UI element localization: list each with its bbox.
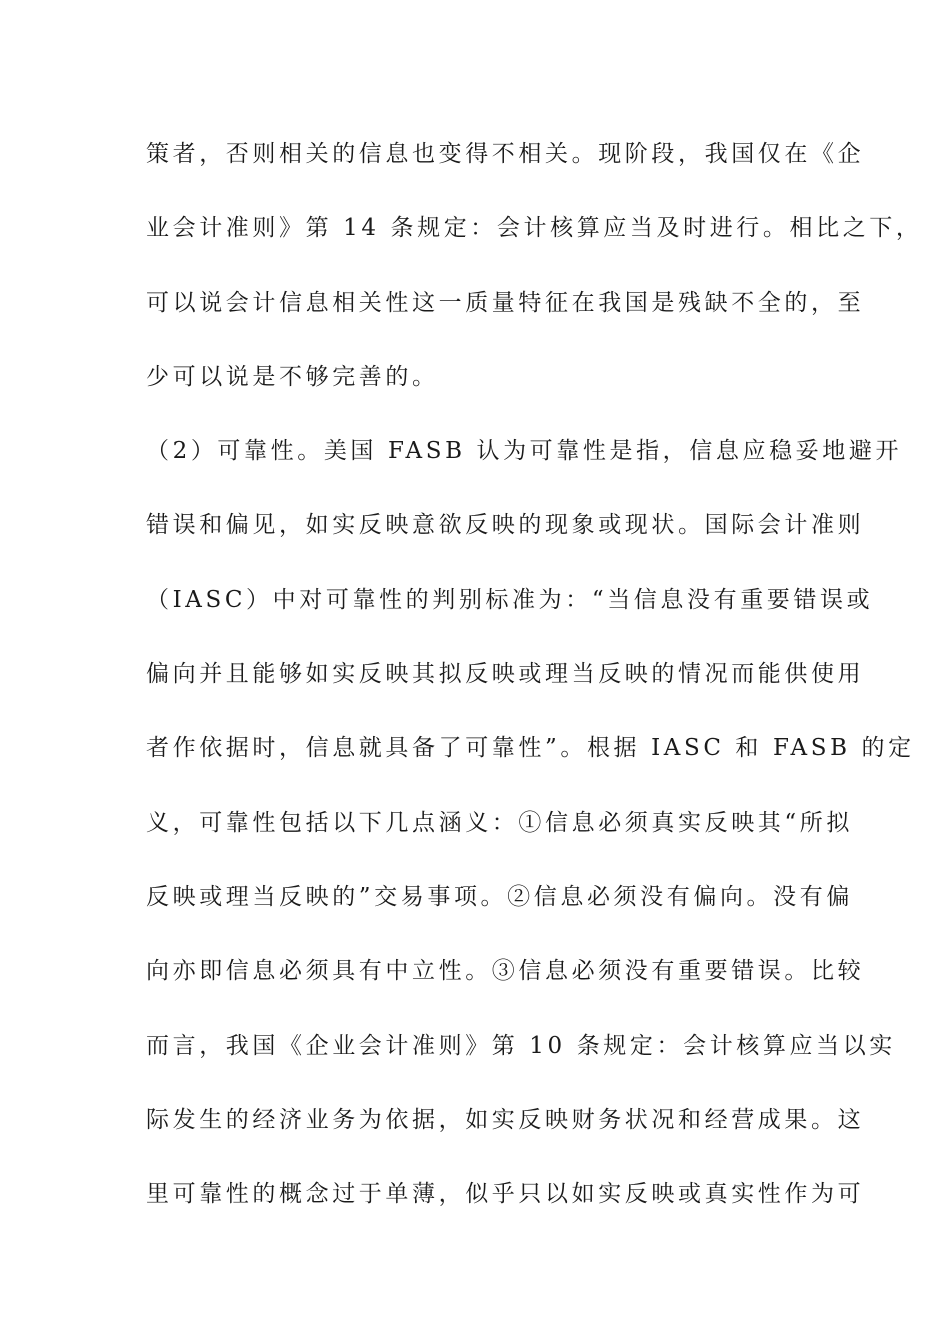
body-text <box>146 132 923 1246</box>
text-line-1: 策者，否则相关的信息也变得不相关。现阶段，我国仅在《企 <box>146 141 865 167</box>
text-line-14: 际发生的经济业务为依据，如实反映财务状况和经营成果。这 <box>146 1106 865 1133</box>
text-line-8: 偏向并且能够如实反映其拟反映或理当反映的情况而能供使用 <box>146 661 865 688</box>
text-line-7: （IASC）中对可靠性的判别标准为：“当信息没有重要错误或 <box>146 586 874 613</box>
text-line-2: 业会计准则》第 14 条规定：会计核算应当及时进行。相比之下， <box>146 215 923 242</box>
text-line-11: 反映或理当反映的”交易事项。②信息必须没有偏向。没有偏 <box>146 883 853 910</box>
text-line-4: 少可以说是不够完善的。 <box>146 363 439 390</box>
text-line-15: 里可靠性的概念过于单薄，似乎只以如实反映或真实性作为可 <box>146 1181 865 1208</box>
text-line-10: 义，可靠性包括以下几点涵义：①信息必须真实反映其“所拟 <box>146 809 853 836</box>
text-line-6: 错误和偏见，如实反映意欲反映的现象或现状。国际会计准则 <box>146 512 865 539</box>
text-line-5: （2）可靠性。美国 FASB 认为可靠性是指，信息应稳妥地避开 <box>146 438 903 465</box>
text-line-13: 而言，我国《企业会计准则》第 10 条规定：会计核算应当以实 <box>146 1032 896 1059</box>
text-line-9: 者作依据时，信息就具备了可靠性”。根据 IASC 和 FASB 的定 <box>146 735 915 762</box>
text-line-3: 可以说会计信息相关性这一质量特征在我国是残缺不全的，至 <box>146 289 865 316</box>
text-line-12: 向亦即信息必须具有中立性。③信息必须没有重要错误。比较 <box>146 958 865 985</box>
